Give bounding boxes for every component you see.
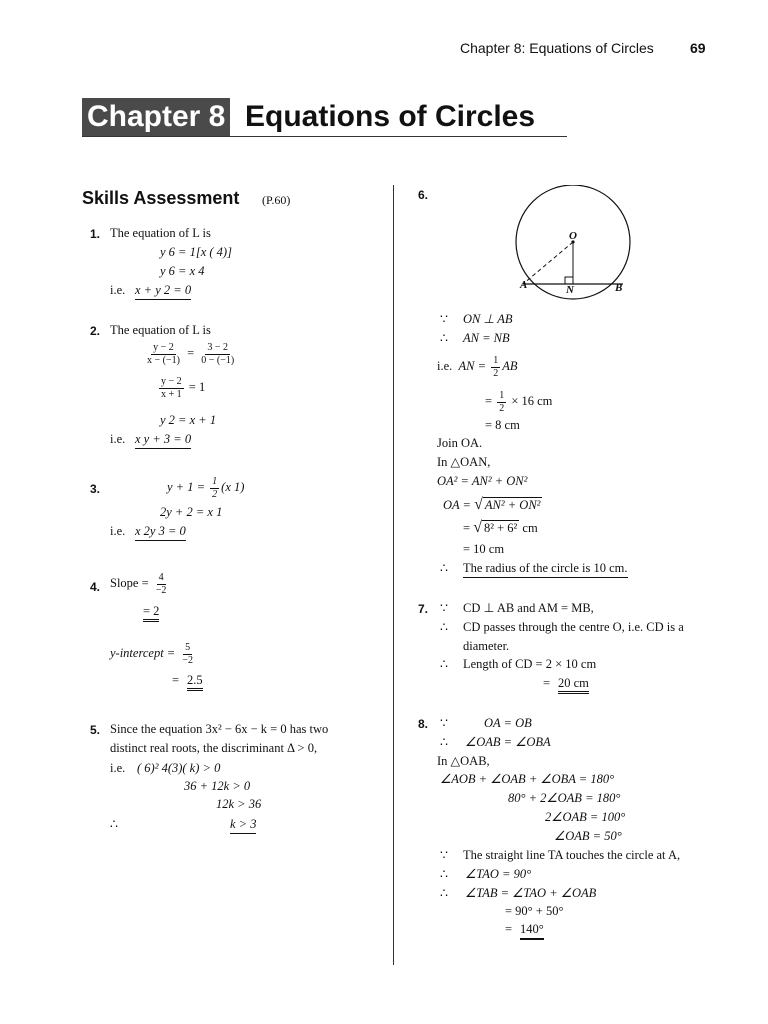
equation-line: ∠TAB = ∠TAO + ∠OAB xyxy=(465,886,597,900)
slope-value: = 2 xyxy=(143,605,159,622)
fraction-denominator: −2 xyxy=(182,654,193,666)
equation-line: OA = OB xyxy=(484,716,532,730)
fraction-denominator: x + 1 xyxy=(161,388,182,400)
equation-line: ∠TAO = 90° xyxy=(465,867,532,881)
equation-line: AN = NB xyxy=(463,331,510,345)
question-number: 5. xyxy=(90,723,101,737)
therefore-symbol: ∴ xyxy=(440,561,448,575)
equation-part: (x 1) xyxy=(221,479,245,494)
answer: k > 3 xyxy=(230,818,256,834)
equals: = xyxy=(505,922,513,936)
equals: = 1 xyxy=(188,379,206,394)
question-number: 6. xyxy=(418,188,429,202)
ie-label: i.e. xyxy=(110,761,126,775)
equals: = xyxy=(485,393,493,408)
equation-line: = 8 cm xyxy=(485,418,520,432)
fraction-numerator: y − 2 xyxy=(161,376,182,387)
unit: cm xyxy=(522,521,538,535)
equation-line: OA² = AN² + ON² xyxy=(437,474,528,488)
fraction-denominator: 2 xyxy=(212,488,218,500)
equation-line: ( 6)² 4(3)( k) > 0 xyxy=(137,761,221,775)
label-a: A xyxy=(520,279,528,291)
text-line: distinct real roots, the discriminant Δ > 0, xyxy=(110,741,318,755)
label-o: O xyxy=(569,230,577,242)
answer: 20 cm xyxy=(558,677,589,694)
equation-part: y + 1 = xyxy=(167,479,206,494)
fraction-numerator: 3 − 2 xyxy=(207,342,229,353)
ie-label: i.e. xyxy=(110,524,126,538)
text-line: In △OAN, xyxy=(437,455,491,469)
equation-line: ∠AOB + ∠OAB + ∠OBA = 180° xyxy=(440,772,615,786)
because-symbol: ∵ xyxy=(440,601,448,615)
chapter-label: Chapter 8 xyxy=(82,98,230,136)
sqrt-symbol: √ xyxy=(473,519,482,536)
equation-line: 12k > 36 xyxy=(216,797,262,811)
text-line: In △OAB, xyxy=(437,754,490,768)
therefore-symbol: ∴ xyxy=(110,817,118,831)
text-line: diameter. xyxy=(463,639,510,653)
text-line: The equation of L is xyxy=(110,323,211,337)
equals: = xyxy=(543,676,551,690)
ie-label: i.e. xyxy=(110,283,126,297)
fraction-denominator: x − (−1) xyxy=(147,354,180,366)
question-number: 7. xyxy=(418,602,429,616)
fraction-numerator: 1 xyxy=(493,355,499,366)
chapter-rule xyxy=(82,136,567,137)
therefore-symbol: ∴ xyxy=(440,867,448,881)
section-ref: (P.60) xyxy=(262,193,291,207)
text-line: Length of CD = 2 × 10 cm xyxy=(463,657,597,671)
sqrt-symbol: √ xyxy=(474,496,483,513)
therefore-symbol: ∴ xyxy=(440,886,448,900)
text-line: CD ⊥ AB and AM = MB, xyxy=(463,601,594,615)
radicand: 8² + 6² xyxy=(483,521,518,535)
page-number: 69 xyxy=(690,40,706,56)
question-number: 2. xyxy=(90,324,101,338)
therefore-symbol: ∴ xyxy=(440,331,448,345)
fraction-denominator: 2 xyxy=(493,367,499,379)
radicand: AN² + ON² xyxy=(484,498,541,512)
running-title: Chapter 8: Equations of Circles xyxy=(460,40,654,56)
ie-label: i.e. xyxy=(437,358,453,373)
equation-part: AB xyxy=(502,358,518,373)
therefore-symbol: ∴ xyxy=(440,735,448,749)
label-n: N xyxy=(566,284,574,296)
question-number: 8. xyxy=(418,717,429,731)
fraction-numerator: 5 xyxy=(185,642,191,653)
equation-line: y 6 = 1[x ( 4)] xyxy=(160,245,232,259)
equals: = xyxy=(187,345,195,360)
answer: 2.5 xyxy=(187,674,203,691)
equation-line: y 6 = x 4 xyxy=(160,264,205,278)
equation-line: 2∠OAB = 100° xyxy=(545,810,626,824)
question-number: 4. xyxy=(90,580,101,594)
text-line: Join OA. xyxy=(437,436,483,450)
fraction-denominator: 0 − (−1) xyxy=(201,354,235,366)
section-title: Skills Assessment xyxy=(82,188,240,208)
fraction-numerator: 1 xyxy=(499,390,505,401)
ie-label: i.e. xyxy=(110,432,126,446)
text-line: CD passes through the centre O, i.e. CD is a xyxy=(463,620,684,634)
fraction-numerator: y − 2 xyxy=(153,342,174,353)
equation-line: 80° + 2∠OAB = 180° xyxy=(508,791,621,805)
answer: x 2y 3 = 0 xyxy=(135,525,186,541)
equals: = xyxy=(172,673,180,687)
slope-label: Slope = xyxy=(110,575,149,590)
because-symbol: ∵ xyxy=(440,716,448,730)
because-symbol: ∵ xyxy=(440,312,448,326)
equation-part: OA = xyxy=(443,498,471,512)
answer: The radius of the circle is 10 cm. xyxy=(463,562,628,578)
answer: x y + 3 = 0 xyxy=(135,433,191,449)
fraction-denominator: −2 xyxy=(155,584,167,596)
column-divider xyxy=(393,185,394,965)
question-number: 1. xyxy=(90,227,101,241)
fraction-numerator: 4 xyxy=(158,572,164,583)
label-b: B xyxy=(615,282,623,294)
text-line: The straight line TA touches the circle at A, xyxy=(463,848,681,862)
text-line: The equation of L is xyxy=(110,226,211,240)
answer: x + y 2 = 0 xyxy=(135,284,191,300)
equation-line: ON ⊥ AB xyxy=(463,312,513,326)
equation-line: y 2 = x + 1 xyxy=(160,413,217,427)
because-symbol: ∵ xyxy=(440,848,448,862)
equals: = xyxy=(463,521,471,535)
fraction-numerator: 1 xyxy=(212,476,218,487)
y-intercept-label: y-intercept = xyxy=(110,645,176,660)
text-line: Since the equation 3x² − 6x − k = 0 has two xyxy=(110,722,329,736)
equation-part: AN = xyxy=(458,358,487,373)
equation-line: 36 + 12k > 0 xyxy=(184,779,251,793)
answer: 140° xyxy=(520,923,544,940)
chapter-title: Equations of Circles xyxy=(245,100,536,133)
equation-line: ∠OAB = 50° xyxy=(554,829,622,843)
equation-part: × 16 cm xyxy=(511,393,553,408)
therefore-symbol: ∴ xyxy=(440,620,448,634)
equation-line: 2y + 2 = x 1 xyxy=(160,505,223,519)
equation-line: = 90° + 50° xyxy=(505,904,564,918)
therefore-symbol: ∴ xyxy=(440,657,448,671)
fraction-denominator: 2 xyxy=(499,402,505,414)
question-number: 3. xyxy=(90,482,101,496)
equation-line: ∠OAB = ∠OBA xyxy=(465,735,551,749)
right-angle-mark xyxy=(565,277,573,284)
equation-line: = 10 cm xyxy=(463,542,505,556)
